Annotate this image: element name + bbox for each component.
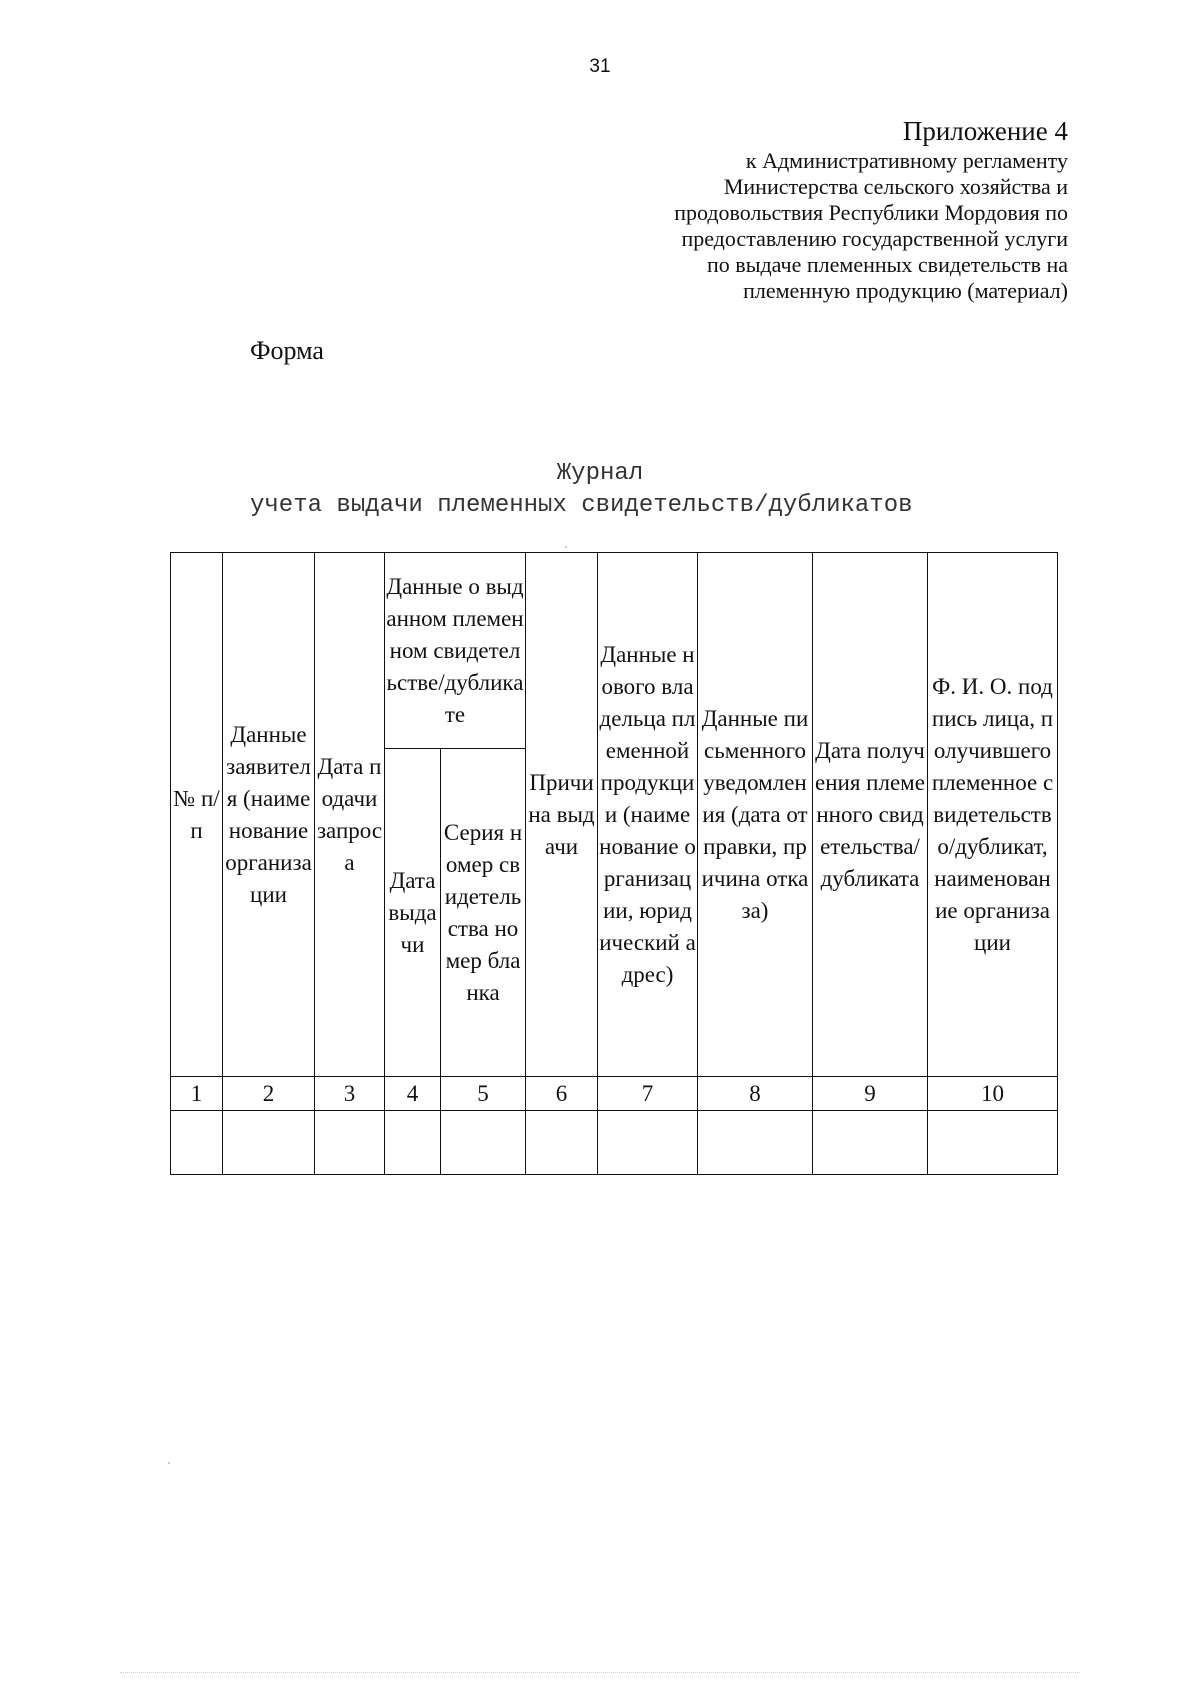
column-number: 6 (526, 1077, 598, 1111)
table-cell (385, 1111, 441, 1175)
column-number: 7 (598, 1077, 698, 1111)
column-number: 9 (813, 1077, 928, 1111)
header-series-number: Серия номер свидетельства номер бланка (441, 749, 526, 1077)
header-notification: Данные письменного уведомления (дата отправки, причина отказа) (698, 553, 813, 1077)
table-cell (315, 1111, 385, 1175)
column-number: 2 (223, 1077, 315, 1111)
table-cell (813, 1111, 928, 1175)
appendix-line: к Административному регламенту (745, 148, 1068, 173)
journal-subtitle: учета выдачи племенных свидетельств/дубликатов (250, 492, 913, 519)
column-number: 5 (441, 1077, 526, 1111)
column-number: 10 (928, 1077, 1058, 1111)
journal-title: Журнал (556, 460, 644, 487)
header-reason: Причина выдачи (526, 553, 598, 1077)
table-cell (598, 1111, 698, 1175)
table-cell (698, 1111, 813, 1175)
header-new-owner: Данные нового владельца племенной продукции (наименование организации, юридический адрес) (598, 553, 698, 1077)
scan-noise-line (120, 1672, 1080, 1673)
appendix-line: Министерства сельского хозяйства и (723, 174, 1068, 199)
column-number: 4 (385, 1077, 441, 1111)
form-label: Форма (250, 336, 324, 365)
appendix-line: продовольствия Республики Мордовия по (674, 200, 1068, 225)
header-request-date: Дата подачи запроса (315, 553, 385, 1077)
appendix-line: по выдаче племенных свидетельств на (707, 252, 1068, 277)
scan-speck (565, 546, 567, 548)
table-cell (928, 1111, 1058, 1175)
page-number: 31 (589, 56, 611, 77)
appendix-line: предоставлению государственной услуги (681, 226, 1068, 251)
appendix-block (548, 114, 1068, 304)
table-cell (171, 1111, 223, 1175)
column-number-row (171, 1077, 1058, 1111)
header-number: № п/п (171, 553, 223, 1077)
header-recipient: Ф. И. О. подпись лица, получившего племенное свидетельство/дубликат, наименование организации (928, 553, 1058, 1077)
table-cell (441, 1111, 526, 1175)
header-issue-date: Дата выдачи (385, 749, 441, 1077)
table-row (171, 1111, 1058, 1175)
column-number: 8 (698, 1077, 813, 1111)
table-cell (526, 1111, 598, 1175)
table-cell (223, 1111, 315, 1175)
appendix-line: племенную продукцию (материал) (743, 278, 1068, 303)
column-number: 1 (171, 1077, 223, 1111)
scan-speck (168, 1462, 170, 1464)
header-row (171, 553, 1058, 749)
column-number: 3 (315, 1077, 385, 1111)
journal-table (170, 552, 1058, 1175)
header-certificate-group: Данные о выданном племенном свидетельстве/дубликате (385, 553, 526, 749)
header-applicant: Данные заявителя (наименование организации (223, 553, 315, 1077)
header-receipt-date: Дата получения племенного свидетельства/ дубликата (813, 553, 928, 1077)
appendix-title: Приложение 4 (902, 116, 1068, 146)
